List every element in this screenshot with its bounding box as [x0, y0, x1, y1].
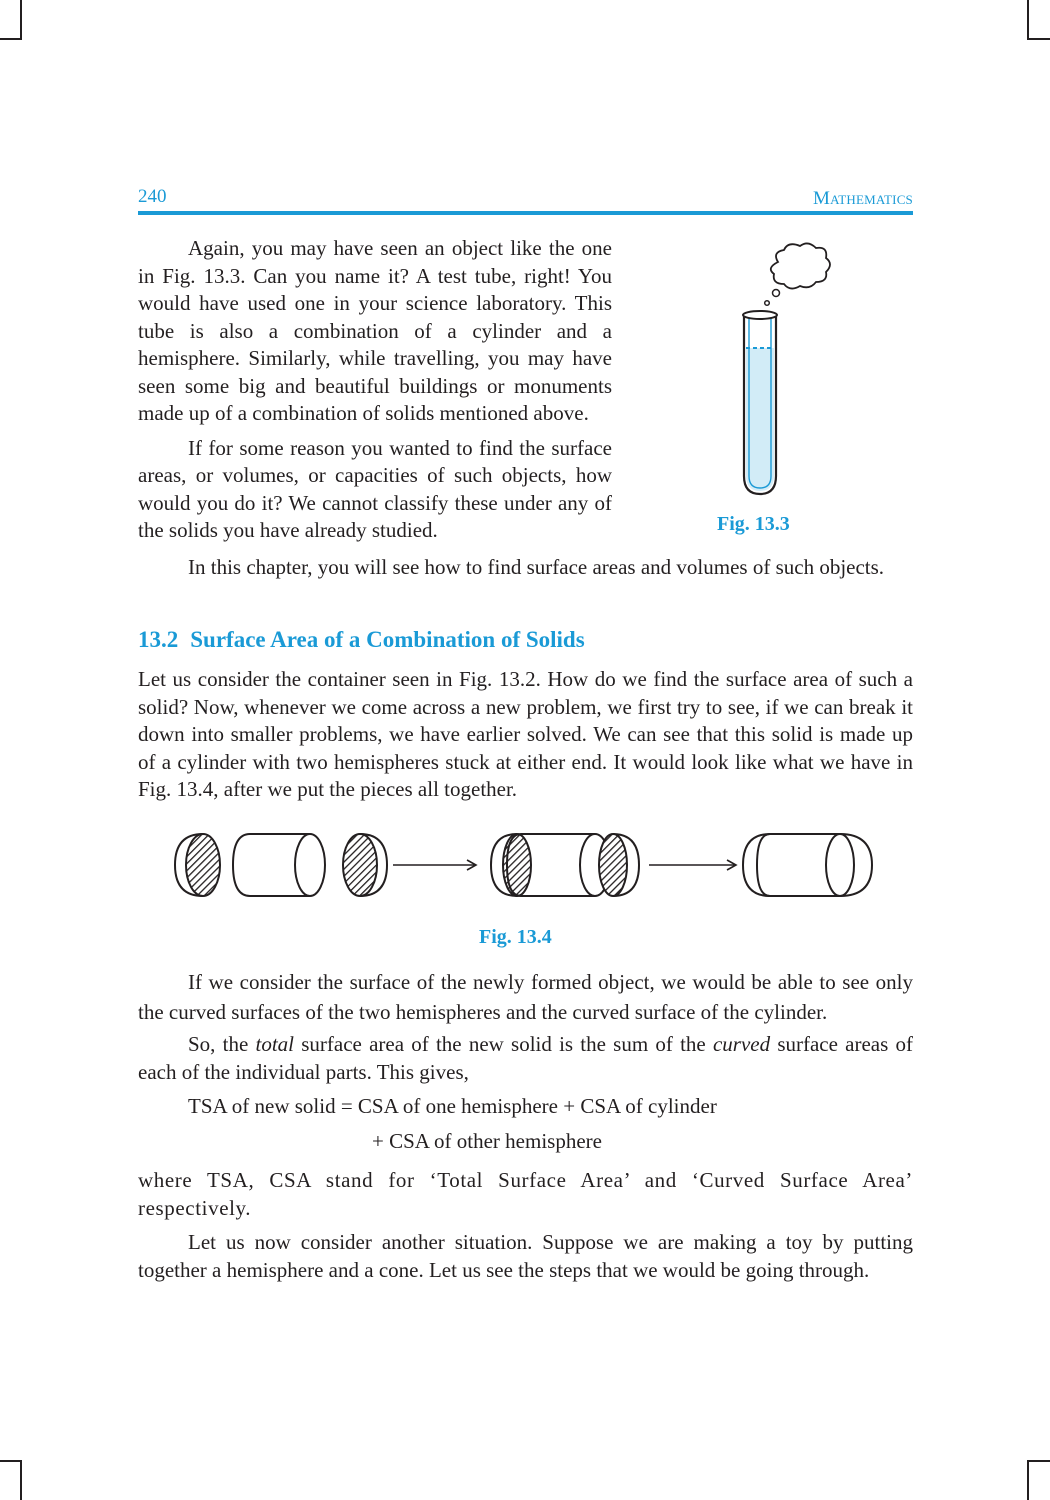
- hemisphere-left-piece: [175, 834, 220, 896]
- thought-bubble-small: [765, 301, 770, 306]
- emphasis-curved: curved: [712, 1032, 771, 1056]
- section-heading: [138, 627, 585, 653]
- crop-mark-bottom-right-h: [1027, 1460, 1050, 1462]
- paragraph-surface: If we consider the surface of the newly formed object, we would be able to see only the curved surfaces of the two hemispheres and the curved surface of the cylinder.: [138, 970, 913, 1024]
- paragraph-total: So, the total surface area of the new solid is the sum of the curved surface areas of each of the individual parts. This gives,: [138, 1032, 913, 1084]
- combined-solid: [743, 834, 872, 896]
- emphasis-total: total: [255, 1032, 295, 1056]
- page-number: 240: [138, 186, 167, 207]
- figure-caption-13-3: Fig. 13.3: [717, 513, 790, 535]
- section-title-text: Surface Area of a Combination of Solids: [190, 627, 585, 652]
- thought-cloud: [771, 243, 830, 288]
- closing-text: [138, 1167, 913, 1284]
- figure-caption-13-4: Fig. 13.4: [479, 926, 552, 948]
- header-rule: [138, 211, 913, 215]
- combination-figure: [165, 828, 885, 903]
- chapter-intro: [138, 554, 913, 582]
- arrow-right-icon: [649, 860, 736, 870]
- paragraph-definitions: where TSA, CSA stand for ‘Total Surface Area’ and ‘Curved Surface Area’ respectively.: [138, 1168, 913, 1220]
- arrow-right-icon: [393, 860, 476, 870]
- section-number: 13.2: [138, 627, 179, 652]
- equation-line-2: + CSA of other hemisphere: [372, 1129, 602, 1153]
- crop-mark-top-left-h: [0, 38, 22, 40]
- cylinder-piece: [233, 834, 325, 896]
- test-tube-figure: [720, 240, 840, 510]
- paragraph-toy: Let us now consider another situation. Suppose we are making a toy by putting together a hemisphere and a cone. Let us see the steps that we would be going through.: [138, 1230, 913, 1282]
- thought-bubble-medium: [773, 290, 780, 297]
- subject-title: Mathematics: [813, 188, 913, 209]
- section-body: [138, 666, 913, 804]
- lower-text: [138, 967, 913, 1086]
- paragraph-chapter: In this chapter, you will see how to find surface areas and volumes of such objects.: [188, 555, 885, 579]
- crop-mark-bottom-left-h: [0, 1460, 22, 1462]
- crop-mark-top-right-h: [1027, 38, 1050, 40]
- intro-text: [138, 235, 612, 545]
- test-tube-rim: [743, 311, 777, 319]
- hemisphere-right-piece: [343, 834, 387, 896]
- partially-joined-solid: [491, 834, 639, 896]
- crop-mark-top-right: [1027, 0, 1029, 40]
- crop-mark-top-left: [20, 0, 22, 40]
- crop-mark-bottom-left: [20, 1460, 22, 1500]
- equation-line-1: TSA of new solid = CSA of one hemisphere + CSA of cylinder: [188, 1094, 717, 1118]
- paragraph-classify: If for some reason you wanted to find the surface areas, or volumes, or capacities of such objects, how would you do it? We cannot classify these under any of the solids you have already studied.: [138, 435, 612, 542]
- paragraph-test-tube: Again, you may have seen an object like the one in Fig. 13.3. Can you name it? A test tube, right! You would have used one in your science laboratory. This tube is also a combination of a cylinder and a hemisphere. Similarly, while travelling, you may have seen some big and beautiful buildings or monuments made up of a combination of solids mentioned above.: [138, 236, 612, 425]
- crop-mark-bottom-right: [1027, 1460, 1029, 1500]
- test-tube-liquid: [746, 348, 774, 491]
- paragraph-container: Let us consider the container seen in Fig. 13.2. How do we find the surface area of such a solid? Now, whenever we come across a new problem, we first try to see, if we can break it down into smaller problems, we have earlier solved. We can see that this solid is made up of a cylinder with two hemispheres stuck at either end. It would look like what we have in Fig. 13.4, after we put the pieces all together.: [138, 667, 913, 801]
